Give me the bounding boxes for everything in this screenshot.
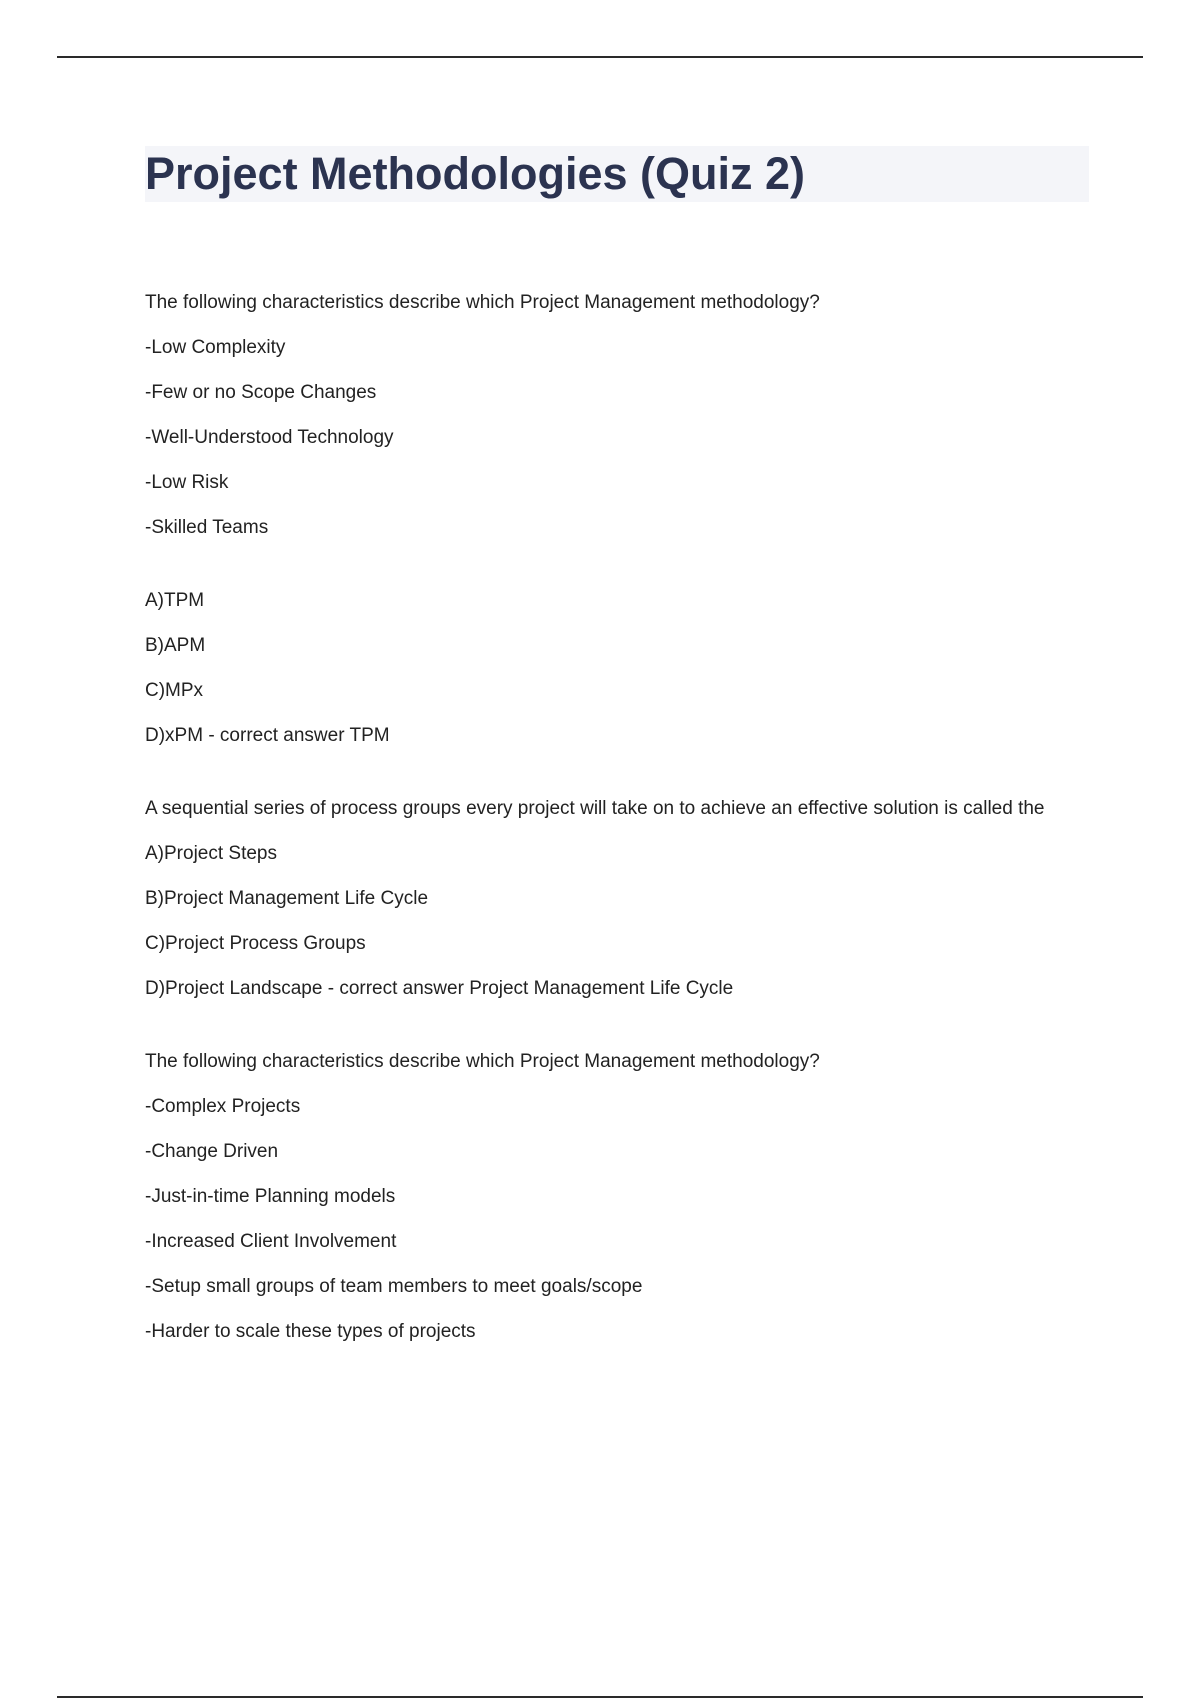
document-body: [145, 288, 1090, 1346]
question-3: [145, 1047, 1090, 1346]
question-2: [145, 794, 1090, 1003]
answer-option: C)Project Process Groups: [145, 933, 366, 954]
characteristic-item: -Harder to scale these types of projects: [145, 1321, 476, 1342]
answer-option: A)TPM: [145, 590, 205, 611]
characteristic-item: -Well-Understood Technology: [145, 427, 394, 448]
answer-option: D)xPM - correct answer TPM: [145, 725, 390, 746]
spacer: [145, 542, 1090, 586]
question-prompt: A sequential series of process groups every project will take on to achieve an effective solution is called the: [145, 798, 1045, 819]
answer-option: A)Project Steps: [145, 843, 277, 864]
page-title: Project Methodologies (Quiz 2): [145, 148, 806, 199]
answer-option: B)Project Management Life Cycle: [145, 888, 429, 909]
characteristic-item: -Increased Client Involvement: [145, 1231, 397, 1252]
spacer: [145, 1003, 1090, 1047]
characteristic-item: -Skilled Teams: [145, 517, 269, 538]
page-top-rule: [57, 56, 1143, 58]
answer-option: C)MPx: [145, 680, 204, 701]
characteristic-item: -Low Risk: [145, 472, 229, 493]
question-1: [145, 288, 1090, 750]
page-bottom-rule: [57, 1696, 1143, 1698]
characteristic-item: -Setup small groups of team members to meet goals/scope: [145, 1276, 643, 1297]
characteristic-item: -Few or no Scope Changes: [145, 382, 377, 403]
answer-option: D)Project Landscape - correct answer Project Management Life Cycle: [145, 978, 734, 999]
answer-option: B)APM: [145, 635, 206, 656]
characteristic-item: -Just-in-time Planning models: [145, 1186, 396, 1207]
question-prompt: The following characteristics describe which Project Management methodology?: [145, 292, 820, 313]
characteristic-item: -Low Complexity: [145, 337, 286, 358]
spacer: [145, 750, 1090, 794]
characteristic-item: -Complex Projects: [145, 1096, 301, 1117]
question-prompt: The following characteristics describe which Project Management methodology?: [145, 1051, 820, 1072]
characteristic-item: -Change Driven: [145, 1141, 279, 1162]
